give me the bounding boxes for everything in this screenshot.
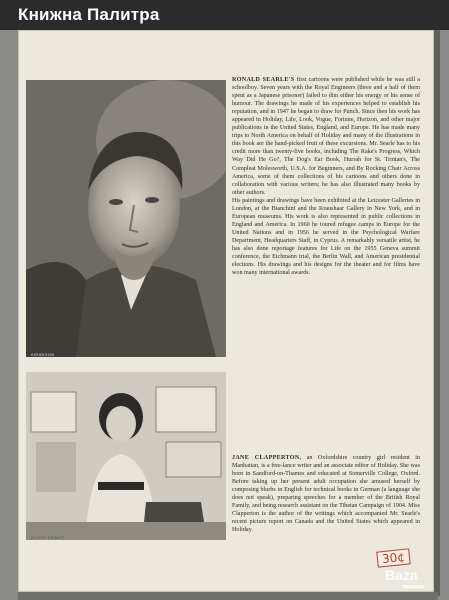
bio-text-searle-2: His paintings and drawings have been exhibited at the Leicester Galleries in London, at the Bianchini and the Kraushaar Gallery in New York, and in European museums. His work is also represented in public collections in England and America. In 1960 he toured refugee camps in Europe for the United Nations and in 1956 he served in the Psychological Warfare Department, Headquarters Staff, in Cyprus. A remarkably versatile artist, he has also done reportage features for Life on the 1955 Geneva summit conference, the Eichmann trial, the Berlin Wall, and American presidential elections. His drawings and his designs for the theater and for films have won many international awards.	[232, 197, 420, 277]
book-spine-shadow	[434, 30, 440, 596]
bio-name-searle: RONALD SEARLE'S	[232, 77, 295, 83]
bio-name-clapperton: JANE CLAPPERTON,	[232, 455, 302, 461]
portrait-illustration	[26, 80, 226, 357]
portrait-photo-ronald-searle	[26, 80, 226, 357]
photo-credit-top: KIRANSON	[31, 352, 55, 357]
bio-ronald-searle	[232, 76, 420, 277]
brand-bar	[0, 0, 449, 30]
bio-text-searle: first cartoons were published while he was still a schoolboy. Seven years with the Royal Engineers (three and a half of them spent as a Japanese prisoner) failed to dim either his energy or his sense of humour. The drawings he made of his experiences helped to establish his reputation, and in 1947 he began to draw for Punch. Since then his work has appeared in Holiday, Life, Look, Vogue, Fortune, Horizon, and other major publications in the United States, England, and Europe. He has made many trips to North America on behalf of Holiday and many of the illustrations in this book are the hand-picked fruit of these excursions. Mr. Searle has to his credit more than twenty-five books, including The Rake's Progress, Which Way Did He Go?, The Dog's Ear Book, Hurrah for St. Trinian's, The Compleat Molesworth, U.S.A. for Beginners, and By Rocking Chair Across America, some of them collections of his cartoons and others done in collaboration with various writers; he has also illustrated many books by other authors.	[232, 77, 420, 196]
bio-jane-clapperton	[232, 454, 420, 534]
bio-text-clapperton: an Oxfordshire country girl resident in Manhattan, is a free-lance writer and an associate editor of Holiday. She was born in Sandford-on-Thames and educated at Somerville College, Oxford. Before taking up her present adult occupation she amused herself by composing blurbs in English for technical books in German (a language she does not speak), preparing speeches for a member of the British Royal Family, and being research assistant on the Tibetan Campaign of 1904. Miss Clapperton is the author of the writings which accompanied Mr. Searle's recent picture report on Canada and the United States which appeared in Holiday.	[232, 455, 420, 534]
studio-illustration	[26, 372, 226, 540]
watermark-text: Baza	[385, 567, 418, 583]
price-sticker: 30¢	[376, 548, 410, 567]
watermark-underline	[402, 585, 424, 588]
photo-credit-bottom: ELLIOT ERWITT	[31, 535, 65, 540]
brand-logo-text[interactable]: Книжна Палитра	[18, 5, 160, 24]
portrait-photo-jane-clapperton	[26, 372, 226, 540]
book-bottom-edge	[18, 592, 438, 600]
